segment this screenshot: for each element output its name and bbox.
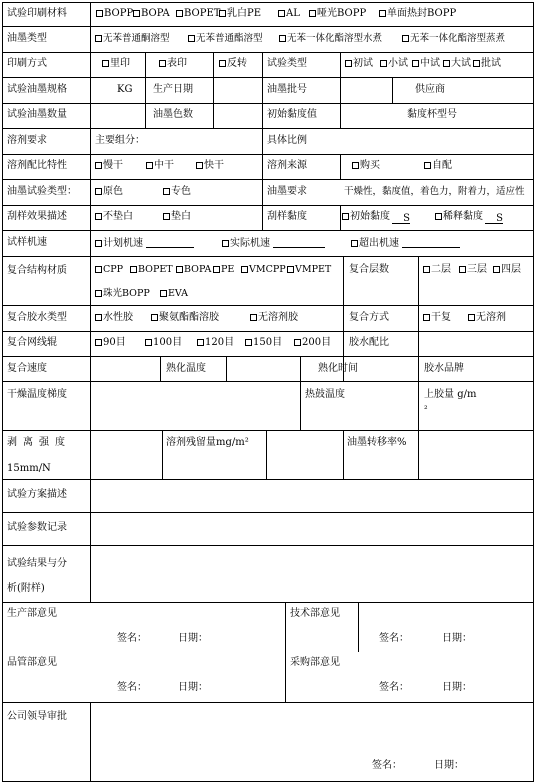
row-line (2, 479, 534, 480)
trial-type-option[interactable]: 小试 (380, 58, 408, 70)
dry-speed-option[interactable]: 快干 (196, 160, 224, 172)
laminate-structure-label: 复合结构材质 (7, 265, 67, 276)
ink-trial-type-label: 油墨试验类型： (7, 186, 77, 197)
checkbox-icon (219, 10, 226, 17)
checkbox-icon (351, 240, 358, 247)
checkbox-icon (435, 213, 442, 220)
ink-color-count-label: 油墨色数 (153, 109, 193, 120)
checkbox-icon (279, 35, 286, 42)
checkbox-icon (95, 240, 102, 247)
row-line (2, 128, 534, 129)
scrape-effect-label: 刮样效果描述 (7, 211, 67, 222)
mesh-option[interactable]: 120目 (197, 337, 234, 349)
checkbox-icon (96, 10, 103, 17)
checkbox-icon (219, 60, 226, 67)
laminate-material-option[interactable]: EVA (160, 288, 188, 300)
row-line (2, 256, 534, 257)
glue-amount-unit: ² (424, 405, 428, 415)
checkbox-icon (424, 162, 431, 169)
row-line (2, 77, 534, 78)
ink-requirement-value: 干燥性，黏度值，着色力，附着力，适应性 (344, 186, 525, 197)
ink-transfer-label: 油墨转移率% (347, 437, 407, 448)
col-line (285, 602, 286, 702)
checkbox-icon (379, 10, 386, 17)
col-line (340, 77, 341, 128)
trial-plan-label: 试验方案描述 (7, 489, 67, 500)
mesh-option[interactable]: 100目 (145, 337, 182, 349)
row-line (2, 702, 534, 703)
checkbox-icon (176, 266, 183, 273)
col-line (418, 381, 419, 430)
row-line (2, 512, 534, 513)
row-line (2, 154, 534, 155)
laminate-material-option[interactable]: BOPET (130, 264, 173, 276)
col-line (300, 356, 301, 430)
anilox-roll-label: 复合网线辊 (7, 337, 57, 348)
checkbox-icon (423, 314, 430, 321)
checkbox-icon (188, 35, 195, 42)
checkbox-icon (176, 10, 183, 17)
checkbox-icon (423, 266, 430, 273)
initial-viscosity-option[interactable]: 初始黏度 S (342, 211, 410, 224)
solvent-source-option[interactable]: 购买 (352, 160, 380, 172)
trial-type-option[interactable]: 大试 (443, 58, 471, 70)
col-line (160, 356, 161, 381)
peel-strength-label: 剥离强度 (7, 437, 71, 448)
production-date-label: 生产日期 (153, 84, 193, 95)
trial-params-label: 试验参数记录 (7, 522, 67, 533)
row-line (2, 381, 534, 382)
col-line (262, 52, 263, 154)
laminate-material-option[interactable]: VMCPP (241, 264, 286, 276)
solvent-requirement-label: 溶剂要求 (7, 135, 47, 146)
peel-strength-unit: 15mm/N (7, 463, 51, 474)
checkbox-icon (133, 10, 140, 17)
solvent-source-label: 溶剂来源 (267, 160, 307, 171)
checkbox-icon (473, 60, 480, 67)
layer-option[interactable]: 四层 (493, 264, 521, 276)
border (533, 2, 534, 782)
laminate-material-option[interactable]: 珠光BOPP (95, 288, 150, 300)
signature-label: 签名： (372, 760, 402, 771)
date-label: 日期： (178, 682, 208, 693)
layer-option[interactable]: 二层 (423, 264, 451, 276)
ink-type-label: 油墨类型 (7, 33, 47, 44)
trial-result-label-2: 析(附样) (7, 583, 45, 594)
checkbox-icon (213, 266, 220, 273)
trial-result-label: 试验结果与分 (7, 558, 67, 569)
ink-color-option[interactable]: 原色 (95, 186, 123, 198)
print-method-label: 印刷方式 (7, 58, 47, 69)
diluted-viscosity-option[interactable]: 稀释黏度 S (435, 211, 503, 224)
checkbox-icon (95, 35, 102, 42)
checkbox-icon (402, 35, 409, 42)
mesh-option[interactable]: 200目 (294, 337, 331, 349)
glue-amount-label: 上胶量 g/m (424, 389, 477, 400)
checkbox-icon (309, 10, 316, 17)
row-line (2, 331, 534, 332)
ink-requirement-label: 油墨要求 (267, 186, 307, 197)
purchasing-dept-label: 采购部意见 (290, 657, 340, 668)
planned-speed-option[interactable]: 计划机速 (95, 237, 194, 250)
checkbox-icon (95, 188, 102, 195)
signature-label: 签名： (379, 633, 409, 644)
solvent-ratio-label: 溶剂配比特性 (7, 160, 67, 171)
checkbox-icon (145, 339, 152, 346)
checkbox-icon (130, 266, 137, 273)
checkbox-icon (443, 60, 450, 67)
col-line (213, 77, 214, 128)
main-component-label: 主要组分： (95, 135, 145, 146)
row-line (2, 430, 534, 431)
material-option[interactable]: BOPA (133, 8, 170, 20)
ink-type-option[interactable]: 无苯一体化酯溶型水煮 (279, 33, 382, 45)
dry-speed-option[interactable]: 中干 (146, 160, 174, 172)
col-line (343, 430, 344, 479)
heat-drum-temp-label: 热鼓温度 (305, 389, 345, 400)
ink-spec-label: 试验油墨规格 (7, 84, 67, 95)
print-method-option[interactable]: 里印 (102, 58, 130, 70)
row-line (2, 179, 534, 180)
material-option[interactable]: AL (278, 8, 300, 20)
col-line (145, 52, 146, 128)
laminate-method-label: 复合方式 (349, 312, 389, 323)
checkbox-icon (294, 339, 301, 346)
checkbox-icon (459, 266, 466, 273)
curing-time-label: 熟化时间 (318, 363, 358, 374)
checkbox-icon (95, 314, 102, 321)
adhesive-option[interactable]: 水性胶 (95, 312, 133, 324)
laminate-material-option[interactable]: CPP (95, 264, 123, 276)
over-speed-option[interactable]: 超出机速 (351, 237, 460, 250)
white-backing-option[interactable]: 垫白 (163, 211, 191, 223)
quality-dept-label: 品管部意见 (7, 657, 57, 668)
machine-speed-label: 试样机速 (7, 237, 47, 248)
row-line (2, 205, 534, 206)
scrape-viscosity-label: 刮样黏度 (267, 211, 307, 222)
col-line (340, 52, 341, 77)
signature-label: 签名： (117, 633, 147, 644)
col-line (213, 52, 214, 77)
signature-label: 签名： (117, 682, 147, 693)
checkbox-icon (342, 213, 349, 220)
ink-type-option[interactable]: 无苯普通酮溶型 (95, 33, 170, 45)
laminate-material-option[interactable]: BOPA (176, 264, 211, 276)
laminate-layers-label: 复合层数 (349, 264, 389, 275)
checkbox-icon (95, 266, 102, 273)
checkbox-icon (287, 266, 294, 273)
checkbox-icon (468, 314, 475, 321)
col-line (90, 702, 91, 782)
border (2, 781, 534, 782)
production-dept-label: 生产部意见 (7, 608, 57, 619)
laminate-method-option[interactable]: 干复 (423, 312, 451, 324)
tech-dept-label: 技术部意见 (290, 608, 340, 619)
viscosity-cup-label: 黏度杯型号 (407, 109, 457, 120)
row-line (2, 602, 534, 603)
checkbox-icon (352, 162, 359, 169)
actual-speed-option[interactable]: 实际机速 (222, 237, 325, 250)
checkbox-icon (412, 60, 419, 67)
col-line (226, 356, 227, 381)
border (2, 2, 3, 782)
checkbox-icon (102, 60, 109, 67)
ink-batch-label: 油墨批号 (267, 84, 307, 95)
checkbox-icon (380, 60, 387, 67)
ink-quantity-label: 试验油墨数量 (7, 109, 67, 120)
trial-type-option[interactable]: 中试 (412, 58, 440, 70)
checkbox-icon (146, 162, 153, 169)
col-line (262, 154, 263, 230)
material-option[interactable]: 单面热封BOPP (379, 8, 456, 20)
date-label: 日期： (442, 633, 472, 644)
ink-type-option[interactable]: 无苯普通酯溶型 (188, 33, 263, 45)
checkbox-icon (160, 290, 167, 297)
col-line (162, 430, 163, 479)
glue-brand-label: 胶水品牌 (424, 363, 464, 374)
laminate-material-option[interactable]: VMPET (287, 264, 331, 276)
material-option[interactable]: BOPP (96, 8, 133, 20)
solvent-residue-label: 溶剂残留量mg/m² (166, 437, 249, 448)
row-line (2, 230, 534, 231)
material-option[interactable]: BOPET (176, 8, 220, 20)
checkbox-icon (197, 339, 204, 346)
row-line (2, 545, 534, 546)
col-line (418, 430, 419, 479)
row-line (2, 52, 534, 53)
material-option[interactable]: 乳白PE (219, 8, 261, 20)
col-line (392, 77, 393, 103)
row-line (2, 26, 534, 27)
checkbox-icon (151, 314, 158, 321)
curing-temp-label: 熟化温度 (166, 363, 206, 374)
date-label: 日期： (178, 633, 208, 644)
adhesive-option[interactable]: 无溶剂胶 (250, 312, 298, 324)
checkbox-icon (95, 213, 102, 220)
signature-label: 签名： (379, 682, 409, 693)
checkbox-icon (493, 266, 500, 273)
supplier-label: 供应商 (415, 84, 445, 95)
mesh-option[interactable]: 150目 (245, 337, 282, 349)
trial-type-option[interactable]: 批试 (473, 58, 501, 70)
checkbox-icon (278, 10, 285, 17)
laminate-speed-label: 复合速度 (7, 363, 47, 374)
checkbox-icon (222, 240, 229, 247)
checkbox-icon (163, 188, 170, 195)
col-line (90, 2, 91, 602)
checkbox-icon (159, 60, 166, 67)
mesh-option[interactable]: 90目 (95, 337, 126, 349)
checkbox-icon (241, 266, 248, 273)
checkbox-icon (196, 162, 203, 169)
ink-type-option[interactable]: 无苯一体化酯溶型蒸煮 (402, 33, 505, 45)
row-line (2, 103, 534, 104)
checkbox-icon (95, 290, 102, 297)
trial-type-label: 试验类型 (267, 58, 307, 69)
col-line (358, 602, 359, 652)
checkbox-icon (95, 339, 102, 346)
col-line (340, 205, 341, 230)
ink-color-option[interactable]: 专色 (163, 186, 191, 198)
date-label: 日期： (434, 760, 464, 771)
layer-option[interactable]: 三层 (459, 264, 487, 276)
print-method-option[interactable]: 表印 (159, 58, 187, 70)
material-option[interactable]: 哑光BOPP (309, 8, 366, 20)
specific-ratio-label: 具体比例 (267, 135, 307, 146)
date-label: 日期： (442, 682, 472, 693)
trial-type-option[interactable]: 初试 (345, 58, 373, 70)
laminate-method-option[interactable]: 无溶剂 (468, 312, 506, 324)
dry-speed-option[interactable]: 慢干 (95, 160, 123, 172)
col-line (266, 430, 267, 479)
glue-ratio-label: 胶水配比 (349, 337, 389, 348)
checkbox-icon (95, 162, 102, 169)
drying-temp-label: 干燥温度梯度 (7, 389, 67, 400)
ink-spec-unit: KG (117, 84, 133, 95)
checkbox-icon (250, 314, 257, 321)
leadership-approval-label: 公司领导审批 (7, 711, 67, 722)
checkbox-icon (163, 213, 170, 220)
row-line (2, 356, 534, 357)
white-backing-option[interactable]: 不垫白 (95, 211, 133, 223)
print-method-option[interactable]: 反转 (219, 58, 247, 70)
solvent-source-option[interactable]: 自配 (424, 160, 452, 172)
checkbox-icon (345, 60, 352, 67)
adhesive-type-label: 复合胶水类型 (7, 312, 67, 323)
col-line (340, 154, 341, 179)
col-line (418, 256, 419, 381)
checkbox-icon (245, 339, 252, 346)
adhesive-option[interactable]: 聚氨酯酯溶胶 (151, 312, 219, 324)
border (2, 2, 534, 3)
initial-viscosity-label: 初始黏度值 (267, 109, 317, 120)
row-line (2, 305, 534, 306)
laminate-material-option[interactable]: PE (213, 264, 234, 276)
print-material-label: 试验印刷材料 (7, 8, 67, 19)
